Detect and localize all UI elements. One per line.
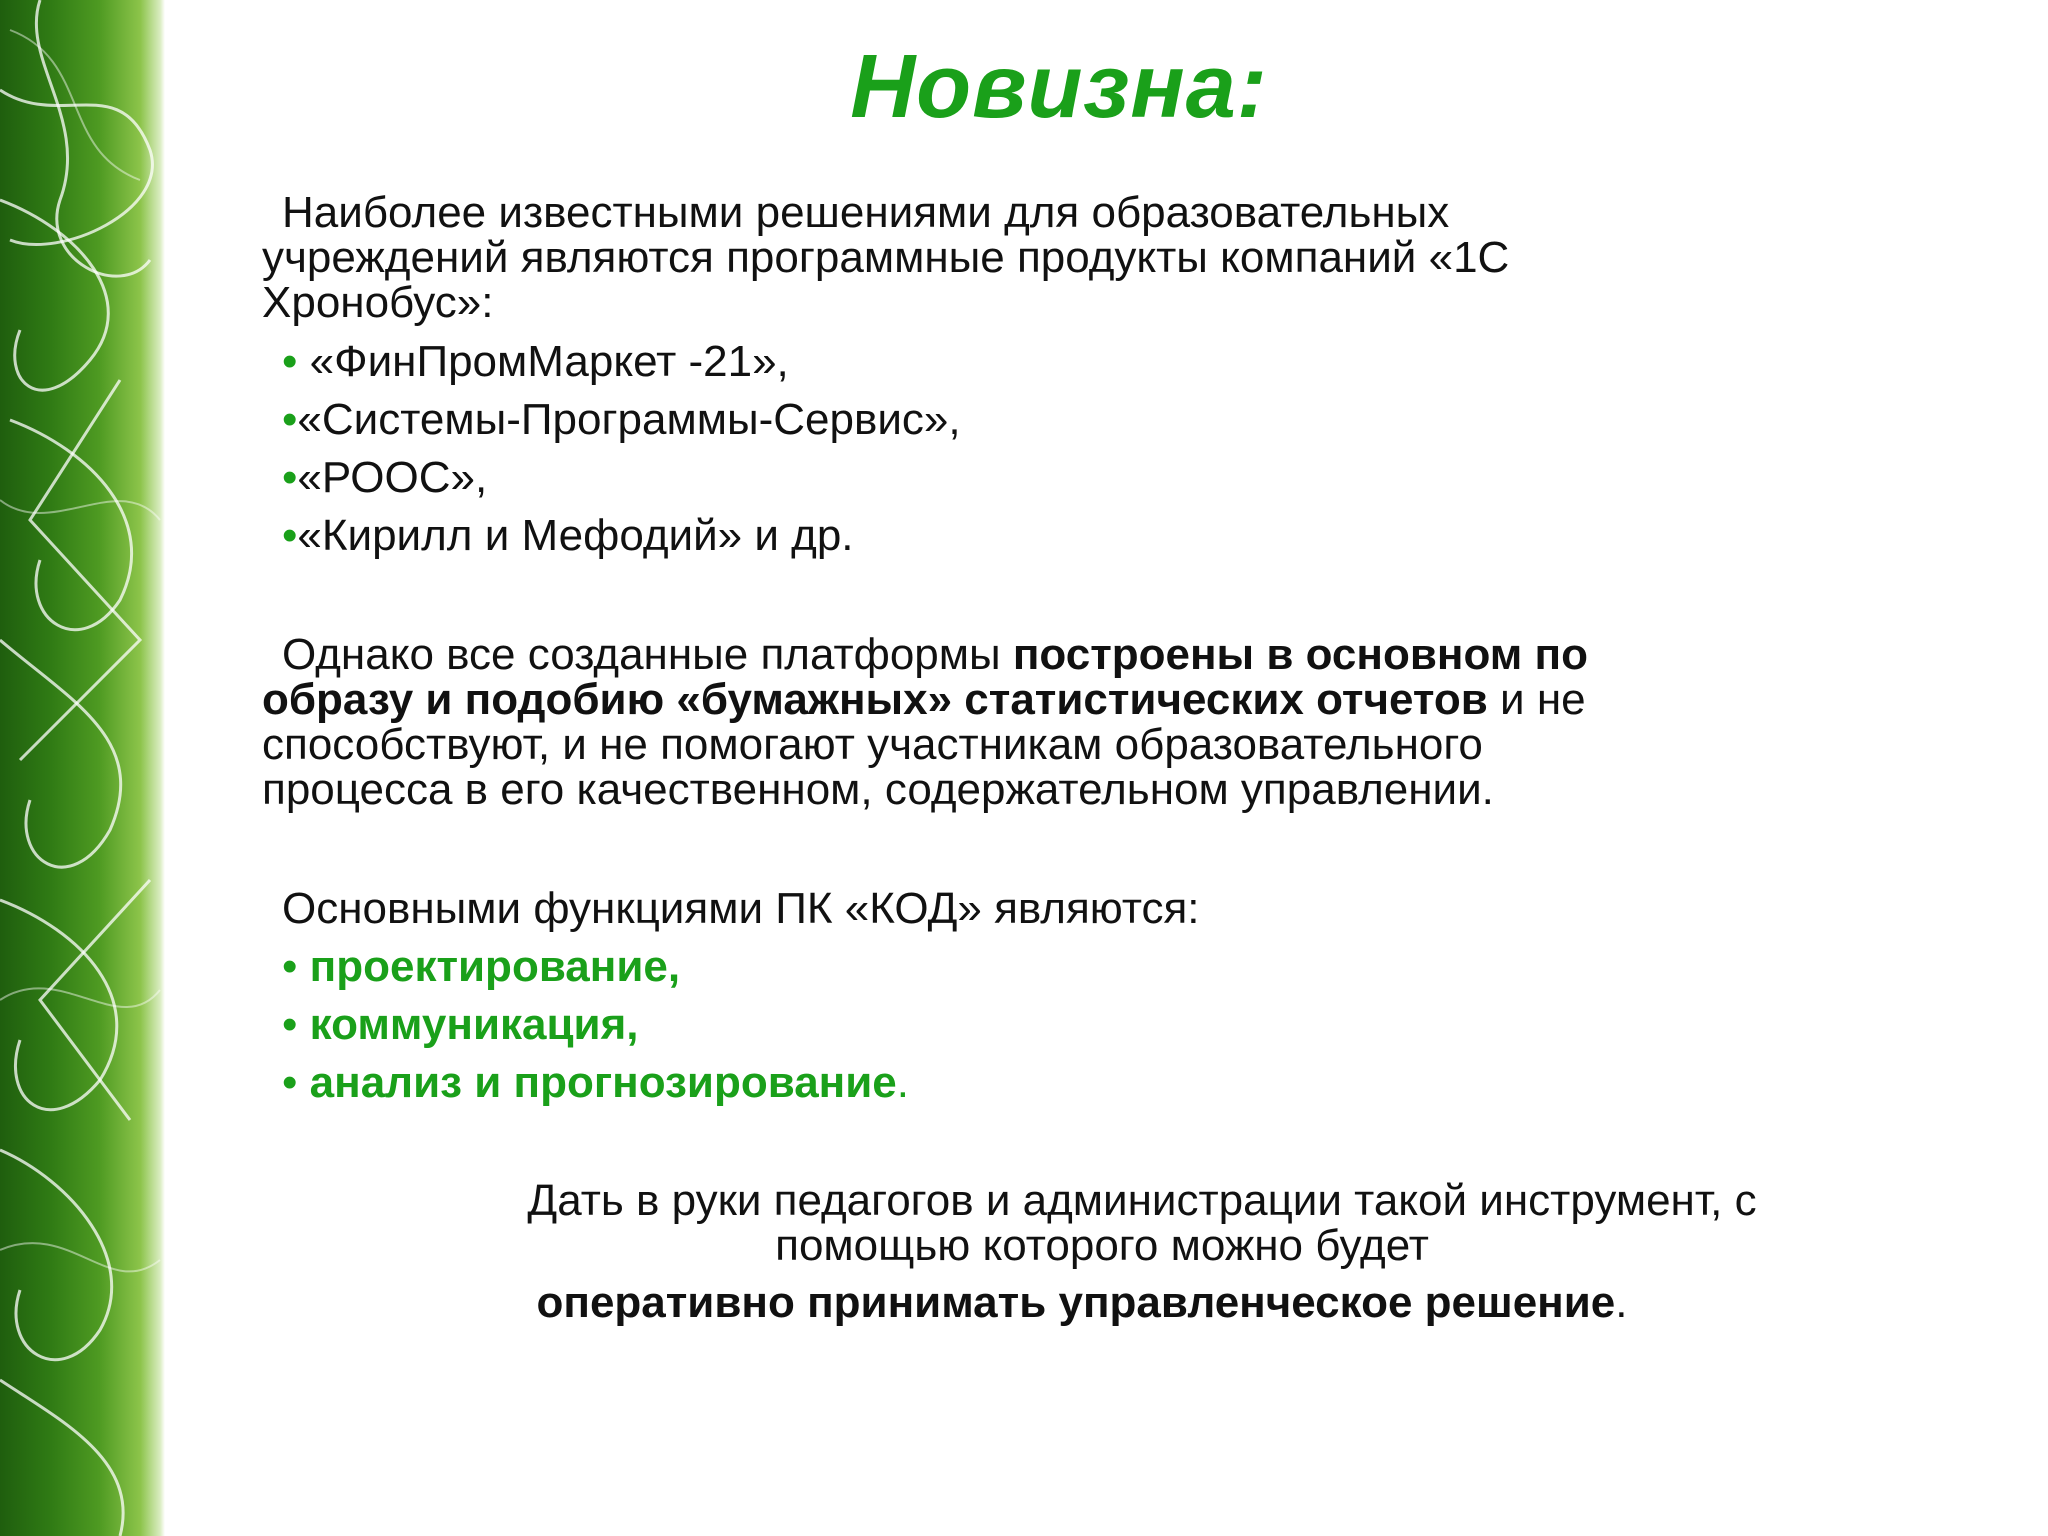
however-bold: образу и подобию «бумажных» статистических отчетов (262, 675, 1488, 724)
functions-heading: Основными функциями ПК «КОД» являются: (282, 884, 1200, 933)
conclusion-line: Дать в руки педагогов и администрации такой инструмент, с (527, 1176, 1757, 1225)
intro-line: учреждений являются программные продукты компаний «1С (262, 233, 1510, 282)
conclusion-tail: . (1615, 1278, 1628, 1327)
however-line: способствуют, и не помогают участникам образовательного (262, 720, 1483, 769)
conclusion-bold: оперативно принимать управленческое решение (536, 1278, 1616, 1327)
list-item (262, 507, 1882, 565)
swirl-ornament (0, 0, 165, 1536)
intro-line: Наиболее известными решениями для образовательных (282, 188, 1450, 237)
however-bold: построены в основном по (1012, 630, 1588, 679)
product-label: «ФинПромМаркет -21», (309, 337, 789, 386)
decorative-side-band (0, 0, 165, 1536)
product-label: «РООС», (297, 453, 488, 502)
however-line: процесса в его качественном, содержательном управлении. (262, 765, 1494, 814)
function-label: анализ и прогнозирование (309, 1058, 897, 1107)
intro-paragraph (262, 190, 1882, 325)
list-item (262, 1054, 1882, 1112)
function-label: коммуникация, (309, 1000, 639, 1049)
bullet: • (282, 1000, 310, 1049)
functions-section (262, 880, 1882, 1112)
product-list (262, 333, 1882, 565)
intro-line: Хронобус»: (262, 278, 494, 327)
however-lead: Однако все созданные платформы (282, 630, 1013, 679)
conclusion-line: помощью которого можно будет (775, 1221, 1429, 1270)
product-label: «Кирилл и Мефодий» и др. (297, 511, 854, 560)
bullet: • (282, 337, 310, 386)
list-item (262, 996, 1882, 1054)
list-item (262, 449, 1882, 507)
bullet: • (282, 453, 298, 502)
however-paragraph (262, 632, 1882, 812)
conclusion-emphasis (262, 1280, 1942, 1325)
bullet: • (282, 1058, 310, 1107)
slide-title: Новизна: (850, 37, 1268, 137)
list-item (262, 938, 1882, 996)
bullet: • (282, 942, 310, 991)
however-line (262, 632, 1882, 677)
function-tail: . (896, 1058, 909, 1107)
list-item (262, 391, 1882, 449)
list-item (262, 333, 1882, 391)
function-label: проектирование, (309, 942, 681, 991)
product-label: «Системы-Программы-Сервис», (297, 395, 961, 444)
bullet: • (282, 511, 298, 560)
bullet: • (282, 395, 298, 444)
conclusion (262, 1178, 1942, 1325)
however-tail: и не (1487, 675, 1586, 724)
however-line (262, 677, 1882, 722)
